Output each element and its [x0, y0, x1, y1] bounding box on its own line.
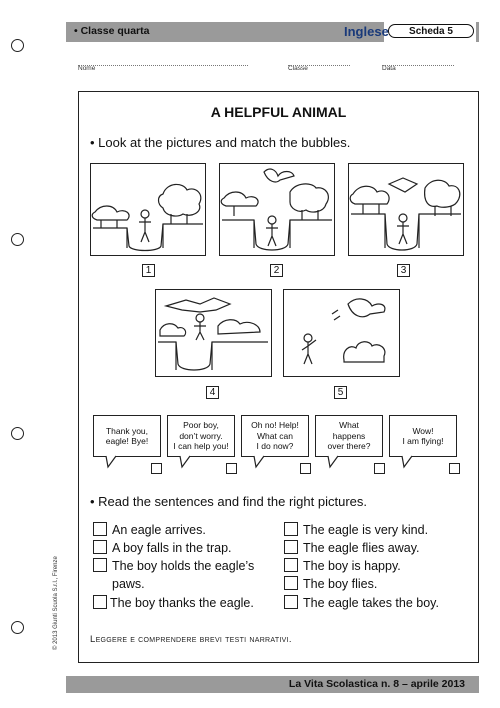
boy-in-trap-illustration: [91, 164, 205, 255]
sentence-left-4: The boy thanks the eagle.: [110, 596, 254, 610]
sentence-box-right-4[interactable]: [284, 576, 298, 590]
binder-hole: [11, 427, 24, 440]
picture-panel-1: [90, 163, 206, 256]
sentence-box-left-1[interactable]: [93, 522, 107, 536]
panel-number-1: 1: [142, 264, 155, 277]
panel-number-3: 3: [397, 264, 410, 277]
class-field-label: Classe: [288, 65, 308, 72]
sentence-right-3: The boy is happy.: [303, 559, 401, 573]
name-label: Nome: [78, 65, 96, 72]
sentence-left-3-cont: paws.: [112, 577, 145, 591]
picture-panel-4: [155, 289, 272, 377]
instruction-read: • Read the sentences and find the right pictures.: [90, 494, 367, 509]
picture-panel-2: [219, 163, 335, 256]
sentence-left-1: An eagle arrives.: [112, 523, 206, 537]
panel-number-4: 4: [206, 386, 219, 399]
class-line[interactable]: [288, 65, 350, 66]
sentence-box-right-2[interactable]: [284, 540, 298, 554]
copyright-note: © 2013 Giunti Scuola S.r.l., Firenze: [53, 556, 59, 650]
sentence-box-left-4[interactable]: [93, 595, 107, 609]
speech-bubble-1: Thank you, eagle! Bye!: [93, 415, 161, 457]
sentence-box-right-5[interactable]: [284, 595, 298, 609]
panel-number-2: 2: [270, 264, 283, 277]
binder-hole: [11, 39, 24, 52]
sentence-box-right-3[interactable]: [284, 558, 298, 572]
name-line[interactable]: [78, 65, 248, 66]
binder-hole: [11, 233, 24, 246]
eagle-helps-illustration: [349, 164, 463, 255]
sentence-right-1: The eagle is very kind.: [303, 523, 429, 537]
picture-panel-3: [348, 163, 464, 256]
bubble-answer-box-5[interactable]: [449, 463, 460, 474]
bubble-answer-box-2[interactable]: [226, 463, 237, 474]
date-line[interactable]: [382, 65, 454, 66]
sentence-box-left-3[interactable]: [93, 558, 107, 572]
bubble-tails: [0, 455, 500, 471]
sheet-number: Scheda 5: [388, 24, 474, 38]
speech-bubble-3: Oh no! Help! What can I do now?: [241, 415, 309, 457]
bubble-answer-box-3[interactable]: [300, 463, 311, 474]
sentence-right-4: The boy flies.: [303, 577, 378, 591]
subject-area: [344, 22, 476, 42]
boy-flies-illustration: [156, 290, 271, 376]
speech-bubble-2: Poor boy, don’t worry. I can help you!: [167, 415, 235, 457]
date-label: Data: [382, 65, 396, 72]
learning-objective: Leggere e comprendere brevi testi narrativi.: [90, 634, 292, 645]
footer-publication: La Vita Scolastica n. 8 – aprile 2013: [288, 678, 465, 690]
sentence-right-5: The eagle takes the boy.: [303, 596, 439, 610]
sentence-left-2: A boy falls in the trap.: [112, 541, 232, 555]
eagle-arrives-illustration: [220, 164, 334, 255]
speech-bubble-5: Wow! I am flying!: [389, 415, 457, 457]
picture-panel-5: [283, 289, 400, 377]
worksheet-title: A HELPFUL ANIMAL: [210, 104, 347, 120]
instruction-match: • Look at the pictures and match the bubbles.: [90, 135, 351, 150]
sentence-box-left-2[interactable]: [93, 540, 107, 554]
eagle-flies-away-illustration: [284, 290, 399, 376]
header-bar: [66, 22, 479, 42]
bubble-answer-box-1[interactable]: [151, 463, 162, 474]
sentence-left-3: The boy holds the eagle’s: [112, 559, 255, 573]
sentence-right-2: The eagle flies away.: [303, 541, 420, 555]
panel-number-5: 5: [334, 386, 347, 399]
bubble-answer-box-4[interactable]: [374, 463, 385, 474]
subject-label: Inglese: [344, 24, 389, 39]
footer-bar: [66, 676, 479, 693]
class-label: • Classe quarta: [74, 25, 150, 37]
speech-bubble-4: What happens over there?: [315, 415, 383, 457]
sentence-box-right-1[interactable]: [284, 522, 298, 536]
binder-hole: [11, 621, 24, 634]
